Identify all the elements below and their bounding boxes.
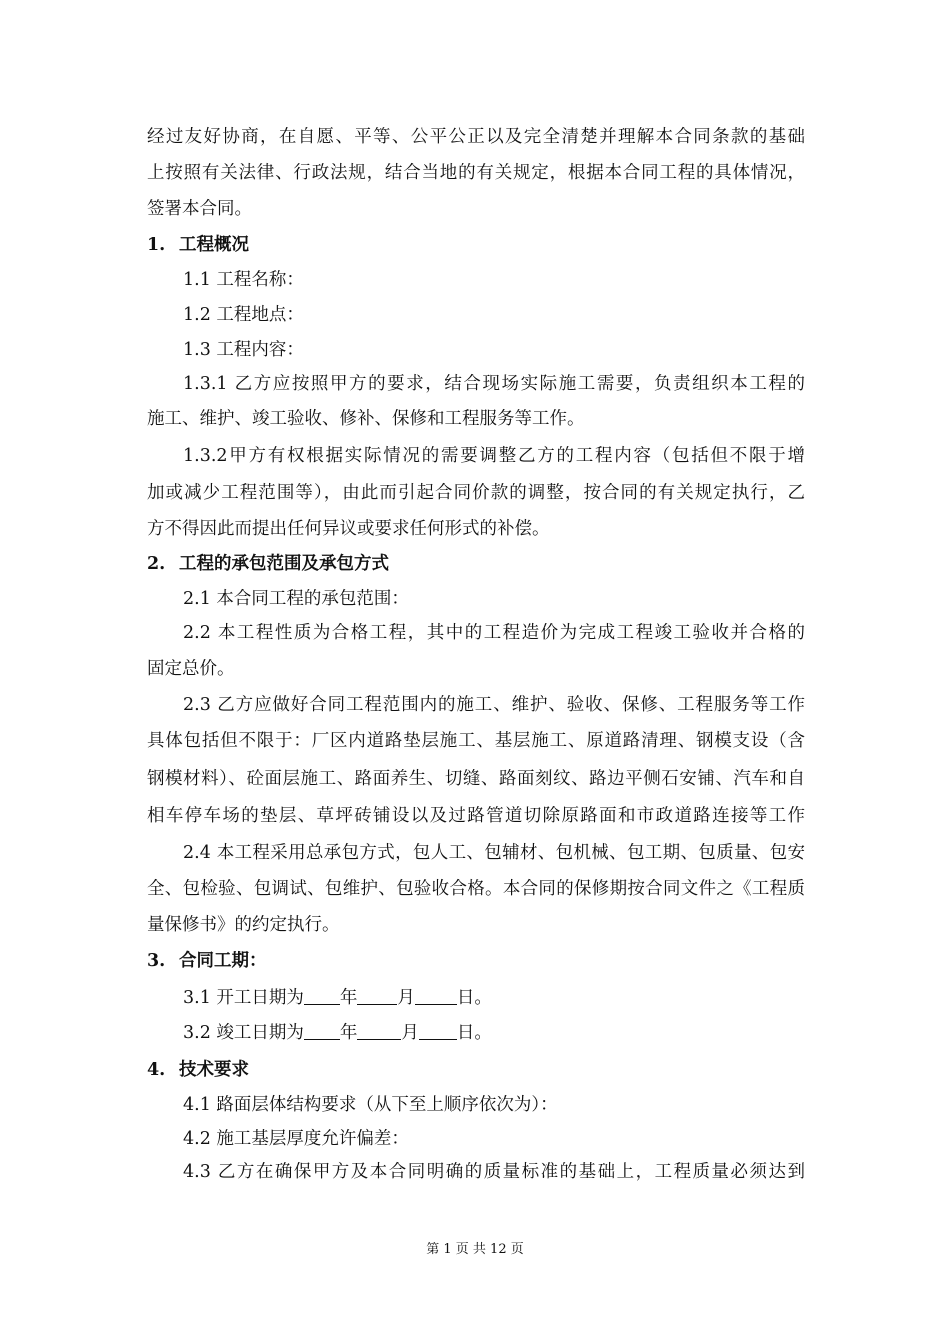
clause-1-3-2-line-3: 方不得因此而提出任何异议或要求任何形式的补偿。 [147,519,550,539]
intro-line-2: 上按照有关法律、行政法规，结合当地的有关规定，根据本合同工程的具体情况， [147,163,805,183]
section-1-number: 1. [147,235,166,255]
section-4-number: 4. [147,1060,166,1080]
clause-2-4-line-2: 全、包检验、包调试、包维护、包验收合格。本合同的保修期按合同文件之《工程质 [147,879,805,899]
clause-1-2: 1.2 工程地点： [183,305,304,325]
start-year-blank [304,988,340,1005]
page-footer: 第 1 页 共 12 页 [426,1242,524,1257]
clause-2-2-line-1: 2.2 本工程性质为合格工程，其中的工程造价为完成工程竣工验收并合格的 [183,623,805,643]
clause-1-3-2-line-2: 加或减少工程范围等），由此而引起合同价款的调整，按合同的有关规定执行，乙 [147,483,805,503]
section-4-heading [147,1062,249,1080]
start-day-blank [415,988,457,1005]
end-month-label: 月 [401,1023,419,1043]
section-3-heading [147,953,267,971]
end-day-blank [419,1023,457,1040]
section-3-number: 3. [147,951,166,971]
intro-line-3: 签署本合同。 [147,199,252,219]
end-month-blank [357,1023,401,1040]
section-2-number: 2. [147,554,166,574]
section-4-title: 技术要求 [179,1060,249,1080]
clause-1-1: 1.1 工程名称： [183,270,304,290]
clause-4-2: 4.2 施工基层厚度允许偏差： [183,1129,409,1149]
clause-2-3-line-2: 具体包括但不限于：厂区内道路垫层施工、基层施工、原道路清理、钢模支设（含 [147,731,805,751]
section-2-title: 工程的承包范围及承包方式 [179,554,389,574]
clause-3-2 [183,1023,492,1043]
start-month-blank [357,988,397,1005]
start-year-label: 年 [339,988,358,1008]
intro-line-1: 经过友好协商，在自愿、平等、公平公正以及完全清楚并理解本合同条款的基础 [147,127,805,147]
clause-2-1: 2.1 本合同工程的承包范围： [183,589,409,609]
start-day-label: 日。 [456,988,492,1008]
end-year-blank [304,1023,340,1040]
clause-2-4-line-3: 量保修书》的约定执行。 [147,915,340,935]
clause-1-3-1-line-2: 施工、维护、竣工验收、修补、保修和工程服务等工作。 [147,409,585,429]
end-day-label: 日。 [456,1023,492,1043]
end-date-label: 3.2 竣工日期为 [183,1023,304,1043]
clause-1-3-1-line-1: 1.3.1 乙方应按照甲方的要求，结合现场实际施工需要，负责组织本工程的 [183,374,805,394]
clause-1-3-2-line-1: 1.3.2甲方有权根据实际情况的需要调整乙方的工程内容（包括但不限于增 [183,446,805,466]
end-year-label: 年 [339,1023,358,1043]
clause-2-3-line-3: 钢模材料）、砼面层施工、路面养生、切缝、路面刻纹、路边平侧石安铺、汽车和自 [147,769,805,789]
start-date-label: 3.1 开工日期为 [183,988,304,1008]
clause-4-1: 4.1 路面层体结构要求（从下至上顺序依次为）： [183,1095,558,1115]
section-2-heading [147,556,389,574]
clause-2-3-line-1: 2.3 乙方应做好合同工程范围内的施工、维护、验收、保修、工程服务等工作 [183,695,805,715]
clause-2-4-line-1: 2.4 本工程采用总承包方式，包人工、包辅材、包机械、包工期、包质量、包安 [183,843,805,863]
clause-4-3-line-1: 4.3 乙方在确保甲方及本合同明确的质量标准的基础上，工程质量必须达到 [183,1162,805,1182]
start-month-label: 月 [397,988,415,1008]
clause-2-3-line-4: 相车停车场的垫层、草坪砖铺设以及过路管道切除原路面和市政道路连接等工作 [147,806,805,826]
section-3-title: 合同工期： [179,951,267,971]
clause-1-3: 1.3 工程内容： [183,340,304,360]
clause-2-2-line-2: 固定总价。 [147,659,235,679]
clause-3-1 [183,988,492,1008]
section-1-title: 工程概况 [179,235,249,255]
section-1-heading [147,237,249,255]
